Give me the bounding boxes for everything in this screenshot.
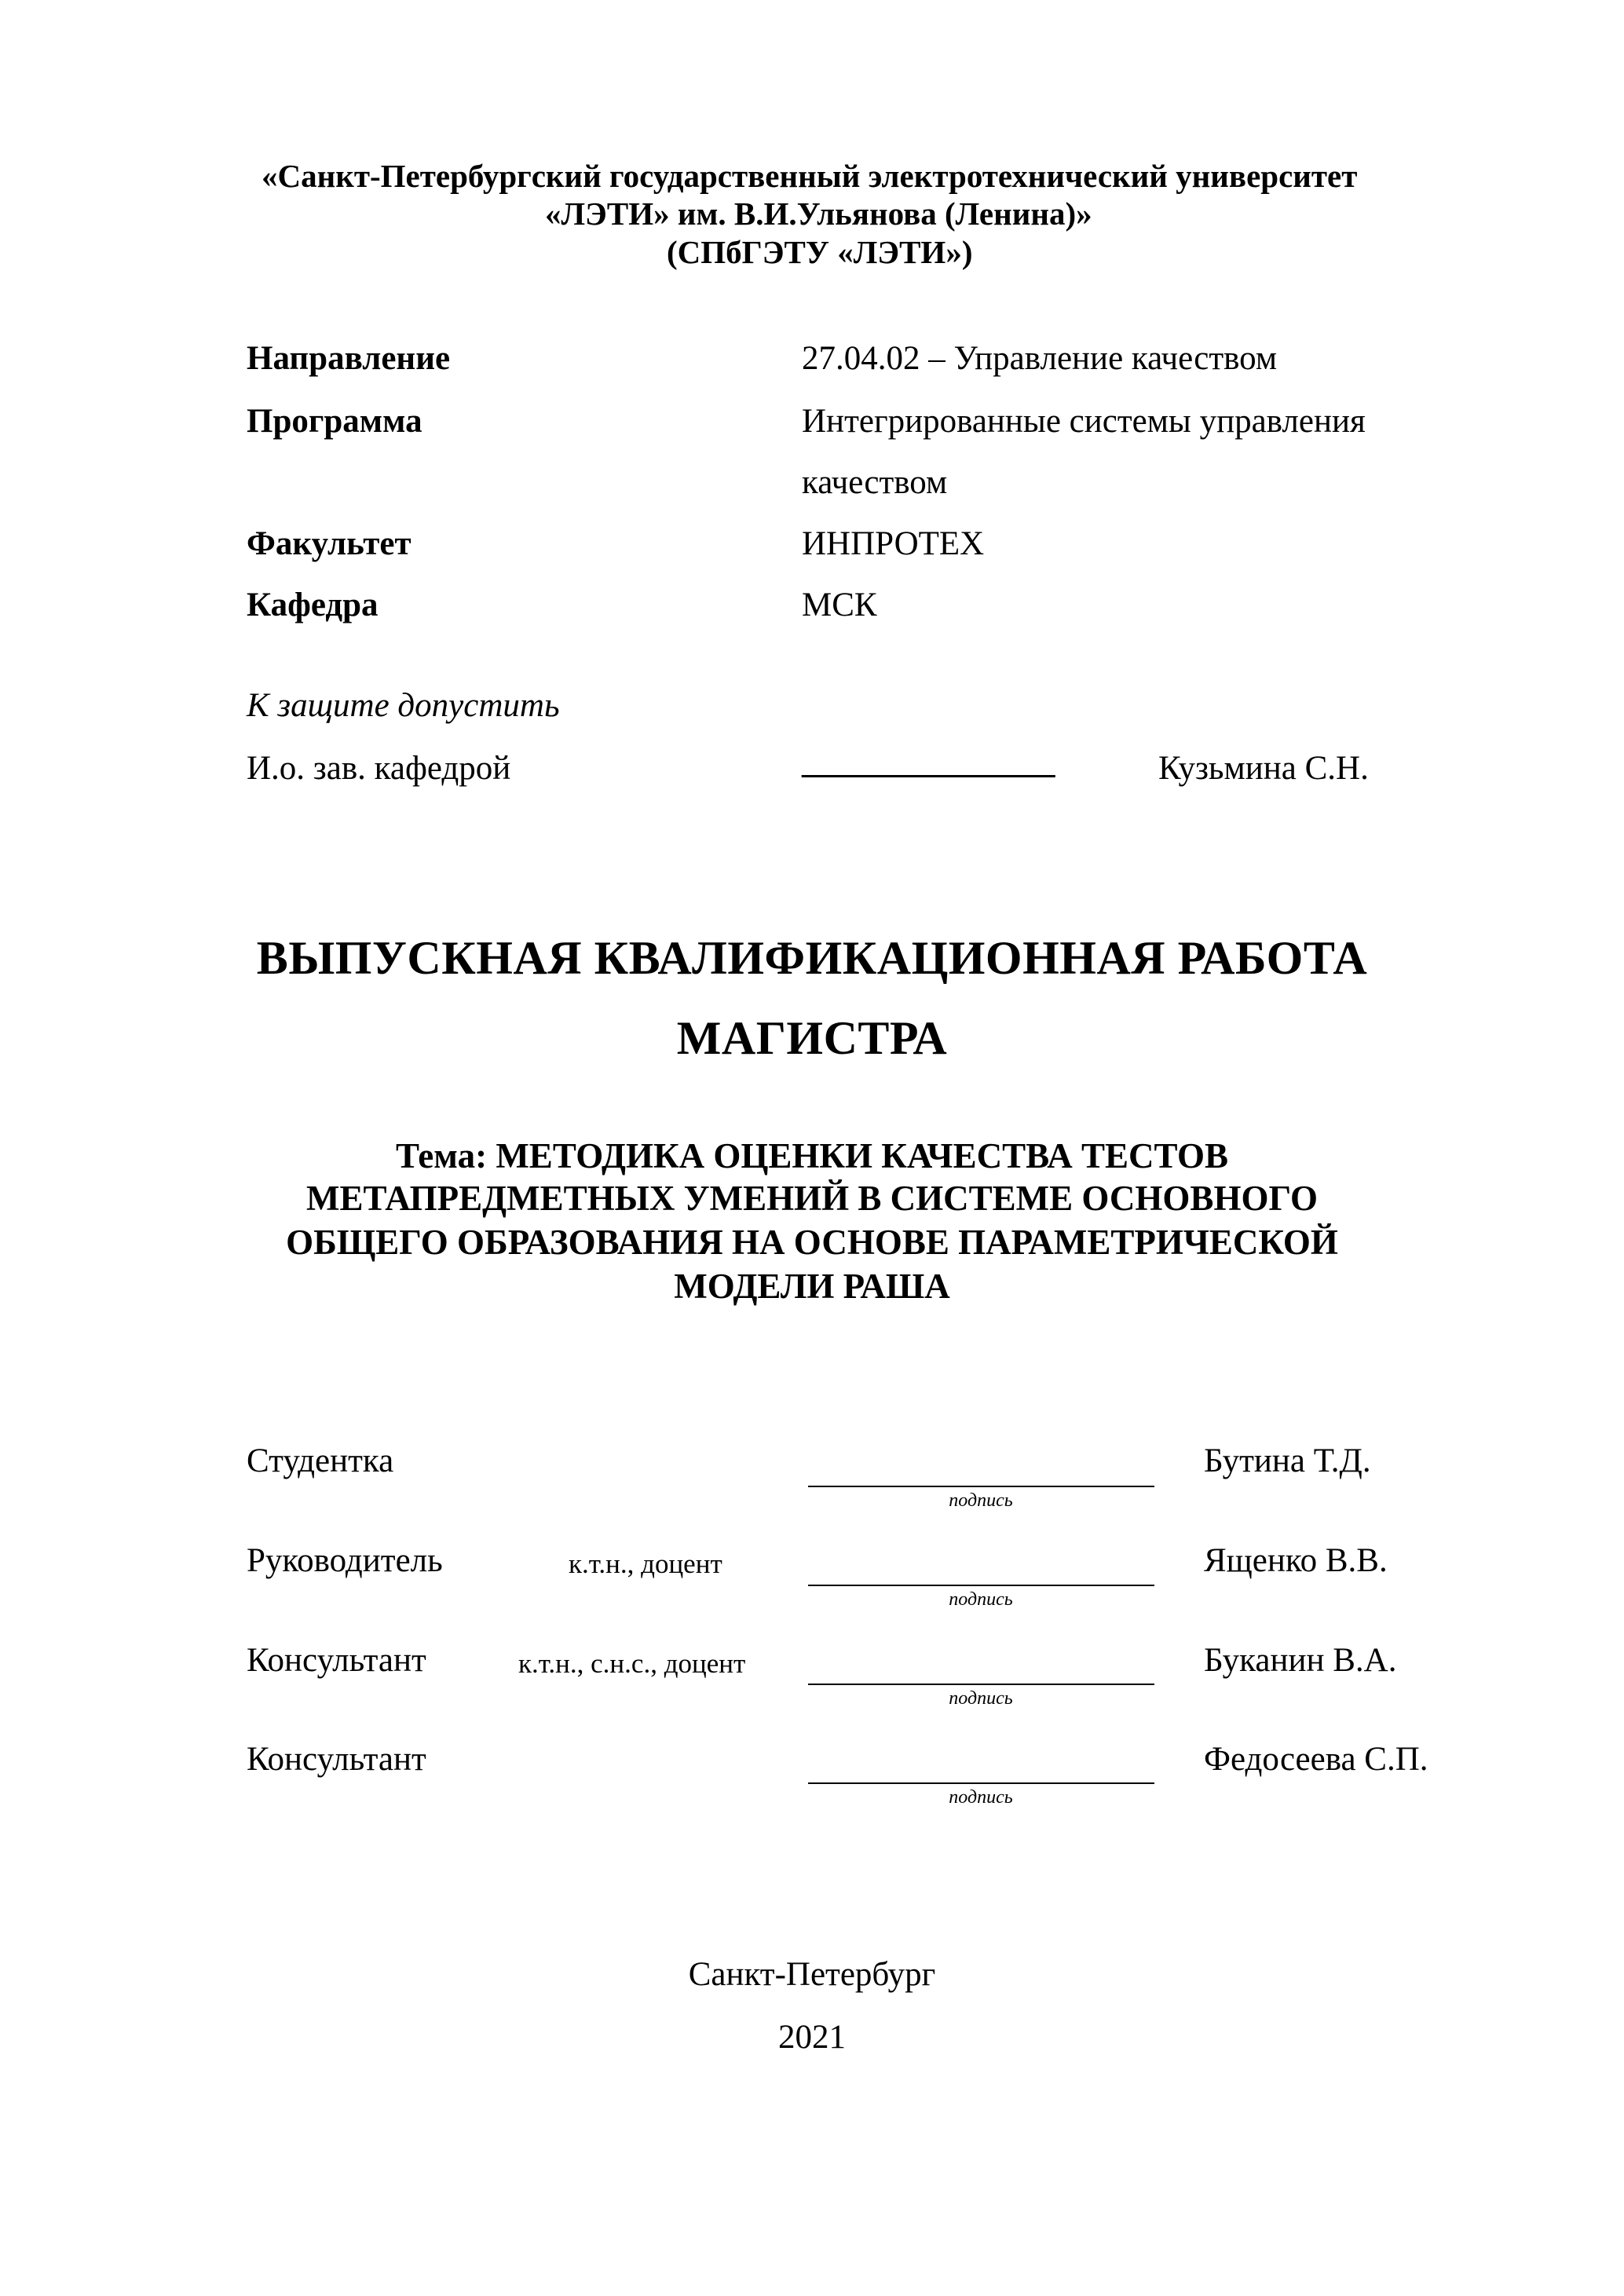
- work-title-line-2: МАГИСТРА: [676, 1012, 948, 1064]
- head-of-department-role: И.о. зав. кафедрой: [247, 750, 511, 787]
- consultant-1-degree: к.т.н., с.н.с., доцент: [518, 1648, 746, 1679]
- consultant-1-signature-caption: подпись: [949, 1688, 1013, 1709]
- consultant-2-name: Федосеева С.П.: [1204, 1741, 1428, 1778]
- topic-line-1: Тема: МЕТОДИКА ОЦЕНКИ КАЧЕСТВА ТЕСТОВ: [395, 1136, 1228, 1175]
- direction-value: 27.04.02 – Управление качеством: [802, 340, 1278, 377]
- student-name: Бутина Т.Д.: [1204, 1442, 1371, 1479]
- student-role: Студентка: [247, 1442, 394, 1479]
- consultant-1-name: Буканин В.А.: [1204, 1642, 1397, 1679]
- supervisor-signature-caption: подпись: [949, 1589, 1013, 1610]
- topic-line-3: ОБЩЕГО ОБРАЗОВАНИЯ НА ОСНОВЕ ПАРАМЕТРИЧЕСКОЙ: [286, 1223, 1338, 1262]
- year: 2021: [778, 2019, 846, 2056]
- supervisor-name: Ященко В.В.: [1204, 1542, 1388, 1579]
- university-abbrev: (СПбГЭТУ «ЛЭТИ»): [667, 234, 973, 270]
- consultant-2-signature-line: [808, 1782, 1154, 1784]
- head-signature-line: _______________: [802, 744, 1055, 781]
- supervisor-role: Руководитель: [247, 1542, 443, 1579]
- direction-label: Направление: [247, 340, 451, 377]
- faculty-value: ИНПРОТЕХ: [802, 525, 985, 562]
- program-value-cont: качеством: [802, 464, 948, 501]
- student-signature-line: [808, 1486, 1154, 1487]
- supervisor-degree: к.т.н., доцент: [569, 1548, 722, 1579]
- admission-heading: К защите допустить: [247, 687, 560, 724]
- student-signature-caption: подпись: [949, 1490, 1013, 1511]
- topic-line-2: МЕТАПРЕДМЕТНЫХ УМЕНИЙ В СИСТЕМЕ ОСНОВНОГО: [306, 1179, 1318, 1218]
- department-label: Кафедра: [247, 587, 379, 623]
- topic-line-4: МОДЕЛИ РАША: [674, 1267, 950, 1306]
- city: Санкт-Петербург: [688, 1956, 936, 1993]
- consultant-1-role: Консультант: [247, 1642, 426, 1679]
- consultant-2-role: Консультант: [247, 1741, 426, 1778]
- head-of-department-name: Кузьмина С.Н.: [1158, 750, 1369, 787]
- university-line-1: «Санкт-Петербургский государственный электротехнический университет: [262, 158, 1358, 194]
- department-value: МСК: [802, 587, 877, 623]
- consultant-2-signature-caption: подпись: [949, 1787, 1013, 1808]
- program-label: Программа: [247, 403, 422, 440]
- supervisor-signature-line: [808, 1585, 1154, 1586]
- consultant-1-signature-line: [808, 1684, 1154, 1685]
- program-value: Интегрированные системы управления: [802, 403, 1366, 440]
- faculty-label: Факультет: [247, 525, 411, 562]
- work-title-line-1: ВЫПУСКНАЯ КВАЛИФИКАЦИОННАЯ РАБОТА: [256, 932, 1368, 984]
- university-line-2: «ЛЭТИ» им. В.И.Ульянова (Ленина)»: [545, 196, 1092, 232]
